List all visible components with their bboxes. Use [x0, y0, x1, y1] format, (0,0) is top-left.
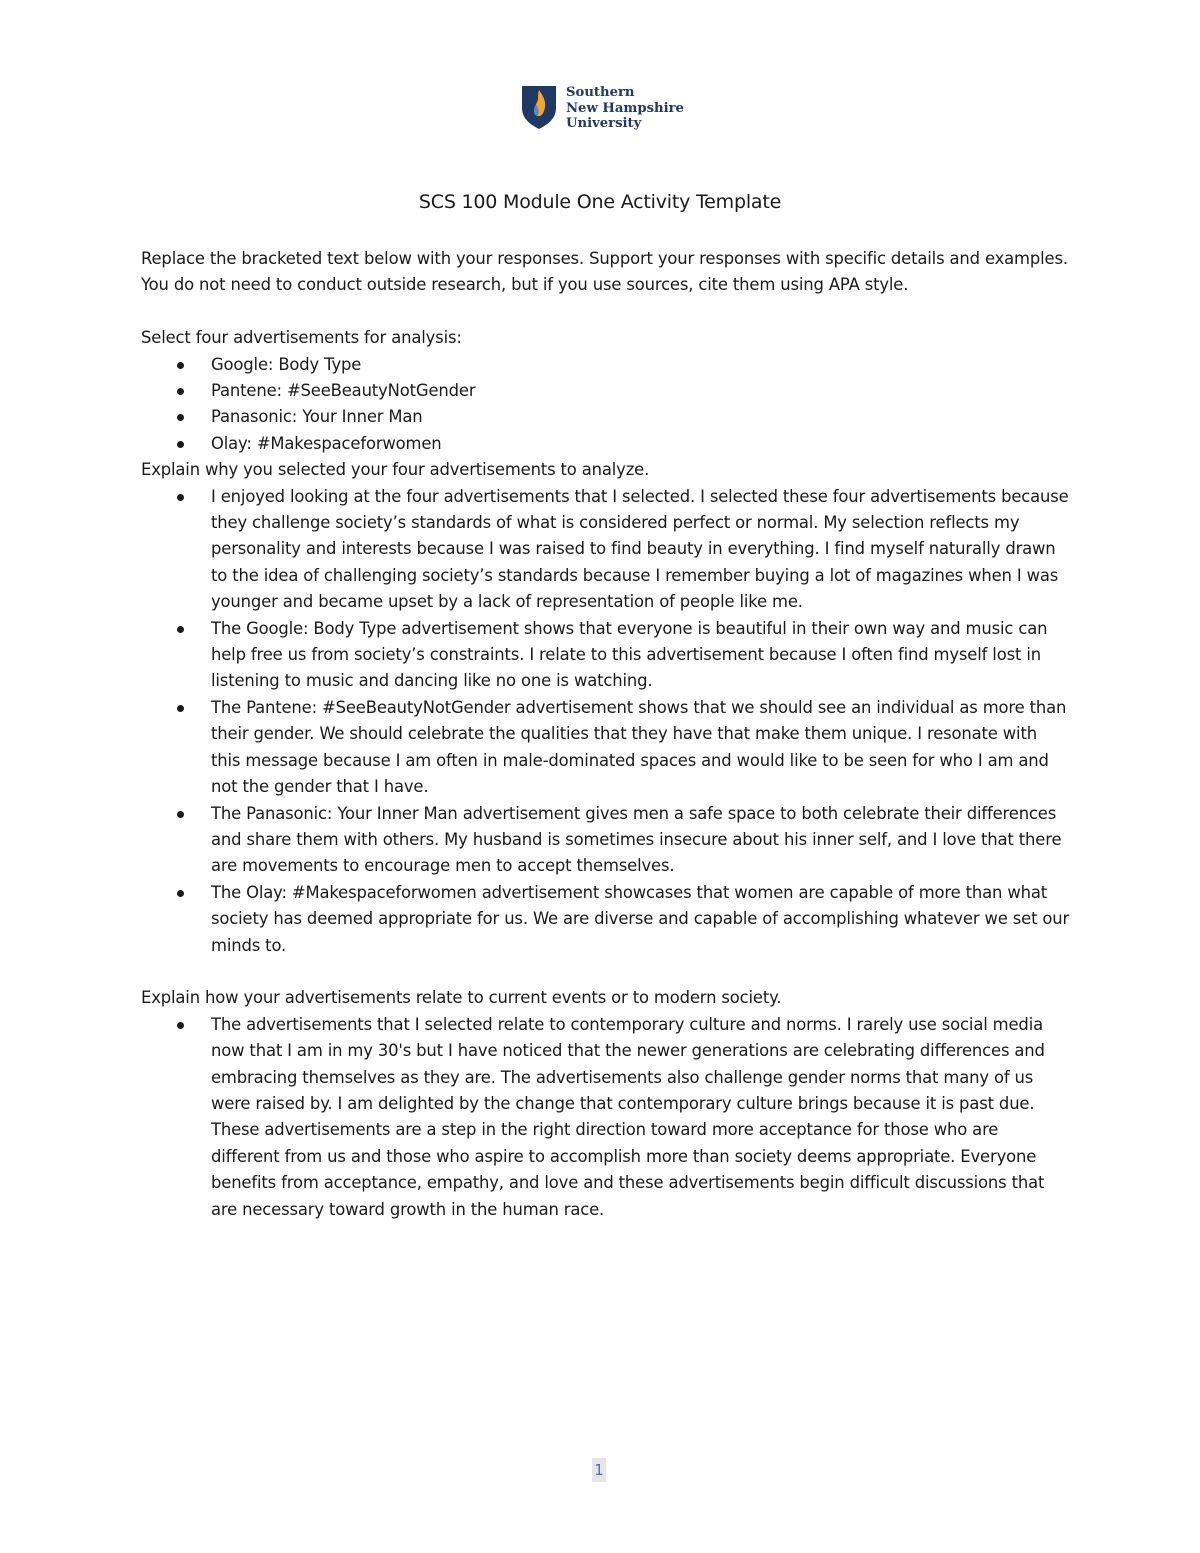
list-item: I enjoyed looking at the four advertisements that I selected. I selected these four advertisements because they challenge society’s standards of what is considered perfect or normal. My selection reflects my personality and interests because I was raised to find beauty in everything. I find myself naturally drawn to the idea of challenging society’s standards because I remember buying a lot of magazines when I was younger and became upset by a lack of representation of people like me. [141, 484, 1071, 616]
section-heading-select: Select four advertisements for analysis: [141, 328, 462, 348]
bullet-icon [177, 890, 184, 897]
document-body [141, 246, 1071, 1223]
bullet-icon [177, 705, 184, 712]
list-item: Google: Body Type [141, 352, 1071, 378]
bullet-icon [177, 494, 184, 501]
list-item: The advertisements that I selected relate to contemporary culture and norms. I rarely use social media now that I am in my 30's but I have noticed that the newer generations are celebrating differences and embracing themselves as they are. The advertisements also challenge gender norms that many of us were raised by. I am delighted by the change that contemporary culture brings because it is past due. These advertisements are a step in the right direction toward more acceptance for those who are different from us and those who aspire to accomplish more than society deems appropriate. Everyone benefits from acceptance, empathy, and love and these advertisements begin difficult discussions that are necessary toward growth in the human race. [141, 1012, 1071, 1223]
spacer [141, 959, 1071, 985]
document-title: SCS 100 Module One Activity Template [418, 191, 782, 213]
bullet-icon [177, 811, 184, 818]
logo-wordmark [566, 85, 684, 132]
shield-flame-icon [520, 84, 558, 130]
modern-society-list [141, 1012, 1071, 1223]
section-heading-why: Explain why you selected your four advertisements to analyze. [141, 460, 650, 480]
bullet-icon [177, 441, 184, 448]
ad-selection-list [141, 352, 1071, 458]
list-item: The Google: Body Type advertisement shows that everyone is beautiful in their own way and music can help free us from society’s constraints. I relate to this advertisement because I often find myself lost in listening to music and dancing like no one is watching. [141, 616, 1071, 695]
logo-line-1: Southern [566, 85, 635, 100]
bullet-icon [177, 362, 184, 369]
list-item: The Olay: #Makespaceforwomen advertisement showcases that women are capable of more than what society has deemed appropriate for us. We are diverse and capable of accomplishing whatever we set our minds to. [141, 880, 1071, 959]
list-item: Panasonic: Your Inner Man [141, 404, 1071, 430]
selection-reasons-list [141, 484, 1071, 959]
list-item: Pantene: #SeeBeautyNotGender [141, 378, 1071, 404]
instructions-paragraph: Replace the bracketed text below with your responses. Support your responses with specific details and examples. You do not need to conduct outside research, but if you use sources, cite them using APA style. [141, 249, 1068, 295]
bullet-icon [177, 414, 184, 421]
spacer [141, 299, 1071, 325]
section-heading-relate: Explain how your advertisements relate to current events or to modern society. [141, 988, 782, 1008]
list-item: The Panasonic: Your Inner Man advertisement gives men a safe space to both celebrate their differences and share them with others. My husband is sometimes insecure about his inner self, and I love that there are movements to encourage men to accept themselves. [141, 801, 1071, 880]
bullet-icon [177, 1022, 184, 1029]
list-item: Olay: #Makespaceforwomen [141, 431, 1071, 457]
page-number: 1 [592, 1458, 606, 1482]
university-logo [520, 84, 684, 132]
logo-line-2: New Hampshire [566, 100, 684, 116]
logo-line-3: University [566, 116, 642, 132]
list-item: The Pantene: #SeeBeautyNotGender advertisement shows that we should see an individual as more than their gender. We should celebrate the qualities that they have that make them unique. I resonate with this message because I am often in male-dominated spaces and would like to be seen for who I am and not the gender that I have. [141, 695, 1071, 801]
bullet-icon [177, 626, 184, 633]
bullet-icon [177, 388, 184, 395]
